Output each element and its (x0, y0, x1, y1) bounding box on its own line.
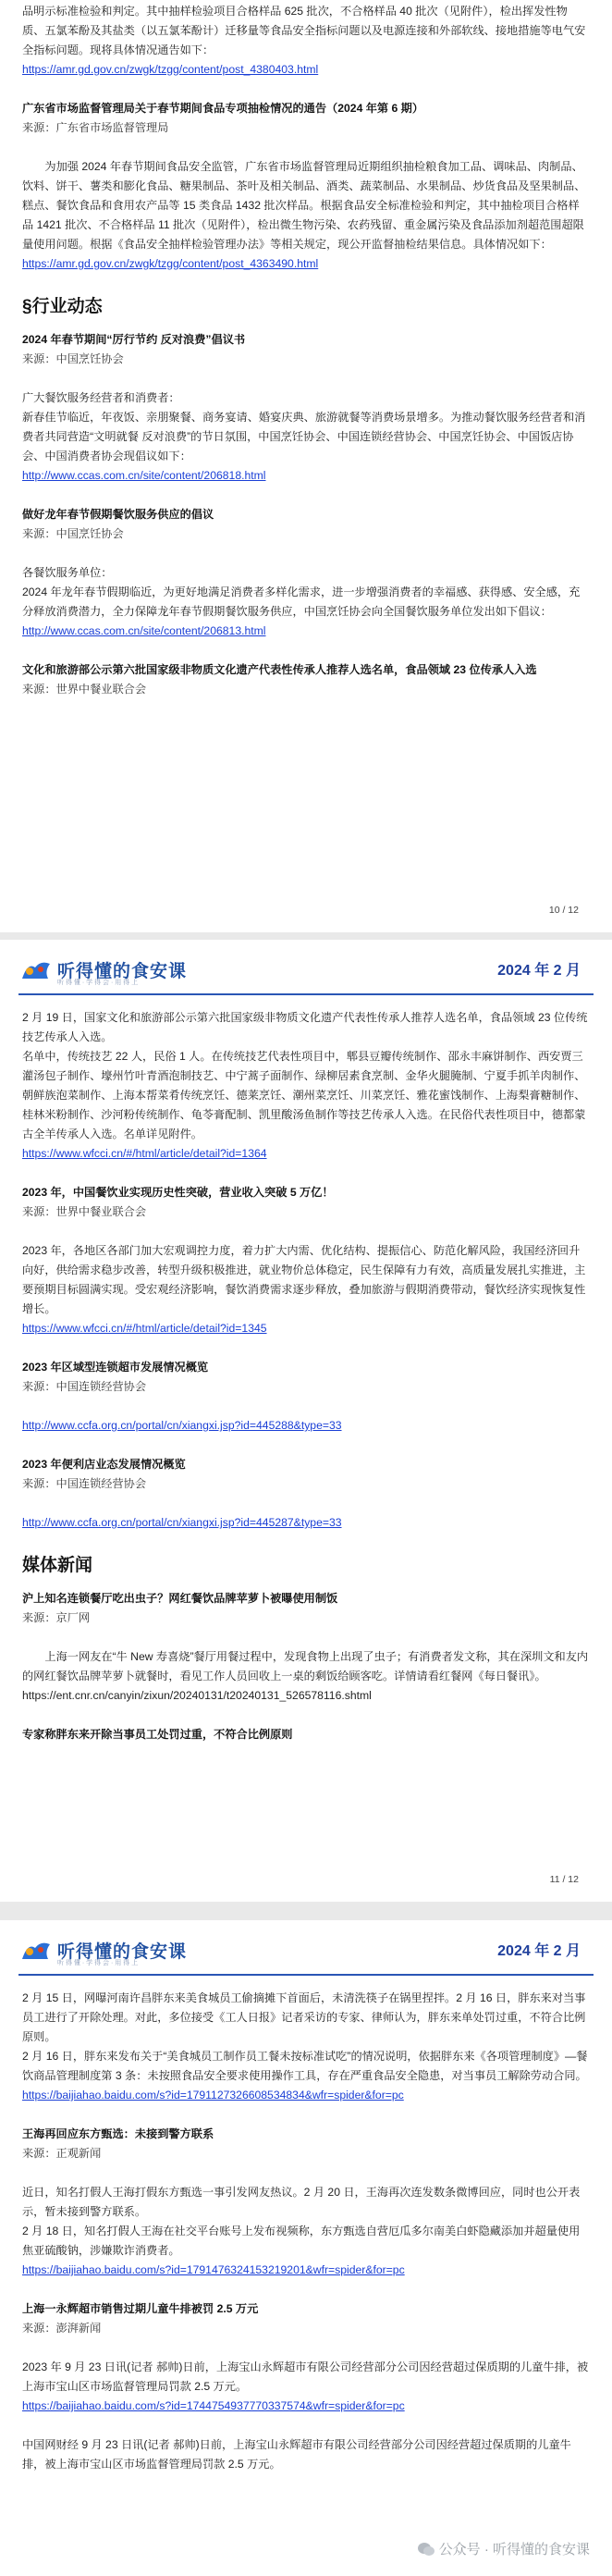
page-11 (0, 940, 612, 1902)
page-10-content (22, 2, 590, 699)
article-link[interactable]: https://baijiahao.baidu.com/s?id=1791476324153219201&wfr=spider&for=pc (22, 2263, 405, 2276)
section-heading: 媒体新闻 (22, 1556, 93, 1575)
section-heading: §行业动态 (22, 297, 103, 316)
page-number: 11 / 12 (549, 1874, 579, 1885)
header-date: 2024 年 2 月 (497, 1943, 581, 1959)
article-link[interactable]: https://baijiahao.baidu.com/s?id=1744754937770337574&wfr=spider&for=pc (22, 2399, 405, 2412)
header-date: 2024 年 2 月 (497, 963, 581, 979)
article-source: 来源：世界中餐业联合会 (22, 683, 147, 696)
article-title: 2023 年区域型连锁超市发展情况概览 (22, 1361, 209, 1374)
paragraph: 品明示标准检验和判定。其中抽样检验项目合格样品 625 批次，不合格样品 40 批次（见附件），检出挥发性物质、五氯苯酚及其盐类（以五氯苯酚计）迁移量等食品安全指标问题以及电源连接和外部软线、接地措施等电气安全指标问题。现将具体情况通告如下： (22, 5, 586, 56)
article-title: 上海一永辉超市销售过期儿童牛排被罚 2.5 万元 (22, 2302, 259, 2315)
article-url: https://ent.cnr.cn/canyin/zixun/20240131/t20240131_526578116.shtml (22, 1689, 372, 1702)
article-link[interactable]: https://amr.gd.gov.cn/zwgk/tzgg/content/post_4380403.html (22, 63, 319, 76)
article-title: 文化和旅游部公示第六批国家级非物质文化遗产代表性传承人推荐人选名单，食品领域 23 位传承人入选 (22, 663, 537, 676)
logo-subtitle: 听 得 懂 · 学 得 会 · 用 得 上 (57, 980, 139, 986)
article-source: 来源：中国连锁经营协会 (22, 1380, 147, 1393)
article-source: 来源：中国烹饪协会 (22, 527, 124, 540)
paragraph: 名单中，传统技艺 22 人，民俗 1 人。在传统技艺代表性项目中，郫县豆瓣传统制作、邵永丰麻饼制作、西安贾三灌汤包子制作、壕州竹叶青酒泡制技艺、中宁蒿子面制作、绿柳居素食烹制、金华火腿腌制、宁夏手抓羊肉制作、朝鲜族泡菜制作、上海本帮菜肴传统烹饪、德莱烹饪、潮州菜烹饪、川菜烹饪、雅花蜜饯制作、上海梨膏糖制作、桂林米粉制作、沙河粉传统制作、龟苓膏配制、凯里酸汤鱼制作等技艺传承人入选。在民俗代表性项目中，德都蒙古全羊传承人入选。名单详见附件。 (22, 1050, 586, 1140)
article-title: 王海再回应东方甄选：未接到警方联系 (22, 2127, 214, 2140)
paragraph: 广大餐饮服务经营者和消费者： (22, 391, 180, 404)
page-header (0, 1920, 612, 1976)
article-link[interactable]: http://www.ccfa.org.cn/portal/cn/xiangxi.jsp?id=445288&type=33 (22, 1419, 342, 1432)
article-link[interactable]: http://www.ccfa.org.cn/portal/cn/xiangxi.jsp?id=445287&type=33 (22, 1516, 342, 1529)
article-title: 做好龙年春节假期餐饮服务供应的倡议 (22, 508, 214, 521)
paragraph: 近日，知名打假人王海打假东方甄选一事引发网友热议。2 月 20 日，王海再次连发数条微博回应，同时也公开表示，暂未接到警方联系。 (22, 2186, 581, 2218)
logo-subtitle: 听 得 懂 · 学 得 会 · 用 得 上 (57, 1960, 139, 1966)
paragraph: 2024 年龙年春节假期临近，为更好地满足消费者多样化需求，进一步增强消费者的幸福感、获得感、安全感，充分释放消费潜力，全力保障龙年春节假期餐饮服务供应，中国烹饪协会向全国餐饮服务单位发出如下倡议： (22, 585, 581, 618)
article-source: 来源：广东省市场监督管理局 (22, 121, 169, 134)
article-title: 专家称胖东来开除当事员工处罚过重，不符合比例原则 (22, 1728, 293, 1741)
paragraph: 2 月 15 日，网曝河南许昌胖东来美食城员工偷摘摊下首面后，未清洗筷子在锅里捏拌。2 月 16 日，胖东来对当事员工进行了开除处理。对此，多位接受《工人日报》记者采访的专家、律师认为，胖东来单处罚过重，不符合比例原则。 (22, 1991, 586, 2043)
article-source: 来源：世界中餐业联合会 (22, 1205, 147, 1218)
paragraph: 2 月 19 日，国家文化和旅游部公示第六批国家级非物质文化遗产代表性传承人推荐人选名单，食品领域 23 位传统技艺传承人入选。 (22, 1011, 588, 1043)
header-rule (18, 993, 594, 995)
page-10 (0, 0, 612, 932)
article-source: 来源：正观新闻 (22, 2147, 102, 2160)
article-title: 沪上知名连锁餐厅吃出虫子？网红餐饮品牌苹萝卜被曝使用制饭 (22, 1592, 338, 1605)
header-rule (18, 1974, 594, 1976)
paragraph: 2023 年，各地区各部门加大宏观调控力度，着力扩大内需、优化结构、提振信心、防范化解风险，我国经济回升向好，供给需求稳步改善，转型升级积极推进，就业物价总体稳定，民生保障有力有效，高质量发展扎实推进，主要预期目标圆满实现。受宏观经济影响，餐饮消费需求逐步释放，叠加旅游与假期消费带动，餐饮经济实现恢复性增长。 (22, 1244, 586, 1315)
page-11-content (22, 1008, 590, 1744)
paragraph: 2023 年 9 月 23 日讯(记者 郝帅)日前，上海宝山永辉超市有限公司经营部分公司因经营超过保质期的儿童牛排，被上海市宝山区市场监督管理局罚款 2.5 万元。 (22, 2360, 589, 2393)
article-title: 2024 年春节期间“厉行节约 反对浪费”倡议书 (22, 333, 246, 346)
paragraph: 上海一网友在“牛 New 寿喜烧”餐厅用餐过程中，发现食物上出现了虫子；有消费者发文称，其在深圳文和友内的网红餐饮品牌苹萝卜就餐时，看见工作人员回收上一桌的剩饭给顾客吃。详情请看红餐网《每日餐讯》。 (22, 1650, 589, 1682)
logo-text: 听得懂的食安课 (57, 1942, 188, 1962)
article-link[interactable]: http://www.ccas.com.cn/site/content/206813.html (22, 624, 266, 637)
page-12-content (22, 1989, 590, 2474)
article-source: 来源：澎湃新闻 (22, 2322, 102, 2335)
paragraph: 2 月 18 日，知名打假人王海在社交平台账号上发布视频称，东方甄选自营厄瓜多尔南美白虾隐藏添加并超量使用焦亚硫酸钠，涉嫌欺诈消费者。 (22, 2225, 581, 2257)
paragraph: 2 月 16 日，胖东来发布关于“美食城员工制作员工餐未按标准试吃”的情况说明，依据胖东来《各项管理制度》—餐饮商品管理制度第 3 条：未按照食品安全要求使用操作工具，存在严重食品安全隐患，对当事员工解除劳动合同。 (22, 2050, 588, 2082)
paragraph: 中国网财经 9 月 23 日讯(记者 郝帅)日前，上海宝山永辉超市有限公司经营部分公司因经营超过保质期的儿童牛排，被上海市宝山区市场监督管理局罚款 2.5 万元。 (22, 2438, 571, 2471)
watermark-text: 公众号 · 听得懂的食安课 (438, 2542, 590, 2558)
article-link[interactable]: https://www.wfcci.cn/#/html/article/detail?id=1364 (22, 1147, 267, 1160)
article-link[interactable]: https://www.wfcci.cn/#/html/article/detail?id=1345 (22, 1322, 267, 1335)
wechat-icon (417, 2542, 435, 2557)
logo-icon (20, 958, 52, 980)
article-title: 2023 年便利店业态发展情况概览 (22, 1458, 186, 1471)
logo-text: 听得懂的食安课 (57, 962, 188, 981)
page-number: 10 / 12 (548, 905, 579, 916)
article-title: 2023 年，中国餐饮业实现历史性突破，营业收入突破 5 万亿！ (22, 1186, 334, 1199)
logo-icon (20, 1939, 52, 1961)
paragraph: 各餐饮服务单位： (22, 566, 113, 579)
article-link[interactable]: https://baijiahao.baidu.com/s?id=1791127326608534834&wfr=spider&for=pc (22, 2089, 404, 2101)
paragraph: 为加强 2024 年春节期间食品安全监管，广东省市场监督管理局近期组织抽检粮食加工品、调味品、肉制品、饮料、饼干、薯类和膨化食品、糖果制品、茶叶及相关制品、酒类、蔬菜制品、水果制品、炒货食品及坚果制品、糕点、餐饮食品和食用农产品等 15 类食品 1432 批次样品。根据食品安全标准检验和判定，其中抽检项目合格样品 1421 批次、不合格样品 11 批次（见附件），检出微生物污染、农药残留、重金属污染及食品添加剂超范围超限量使用问题。根据《食品安全抽样检验管理办法》等相关规定，现公开监督抽检结果信息。具体情况如下： (22, 160, 586, 251)
page-separator (0, 1902, 612, 1920)
page-separator (0, 932, 612, 940)
paragraph: 新春佳节临近，年夜饭、亲朋聚餐、商务宴请、婚宴庆典、旅游就餐等消费场景增多。为推动餐饮服务经营者和消费者共同营造“文明就餐 反对浪费”的节日氛围，中国烹饪协会、中国连锁经营协会、中国烹饪协会、中国饭店协会、中国消费者协会现倡议如下： (22, 411, 586, 462)
watermark (417, 2539, 590, 2558)
article-source: 来源：中国连锁经营协会 (22, 1477, 147, 1490)
article-source: 来源：中国烹饪协会 (22, 352, 124, 365)
article-link[interactable]: http://www.ccas.com.cn/site/content/206818.html (22, 469, 266, 482)
page-12 (0, 1920, 612, 2576)
article-link[interactable]: https://amr.gd.gov.cn/zwgk/tzgg/content/post_4363490.html (22, 257, 319, 270)
page-header (0, 940, 612, 995)
article-source: 来源：京厂网 (22, 1611, 91, 1624)
article-title: 广东省市场监督管理局关于春节期间食品专项抽检情况的通告（2024 年第 6 期） (22, 102, 424, 115)
